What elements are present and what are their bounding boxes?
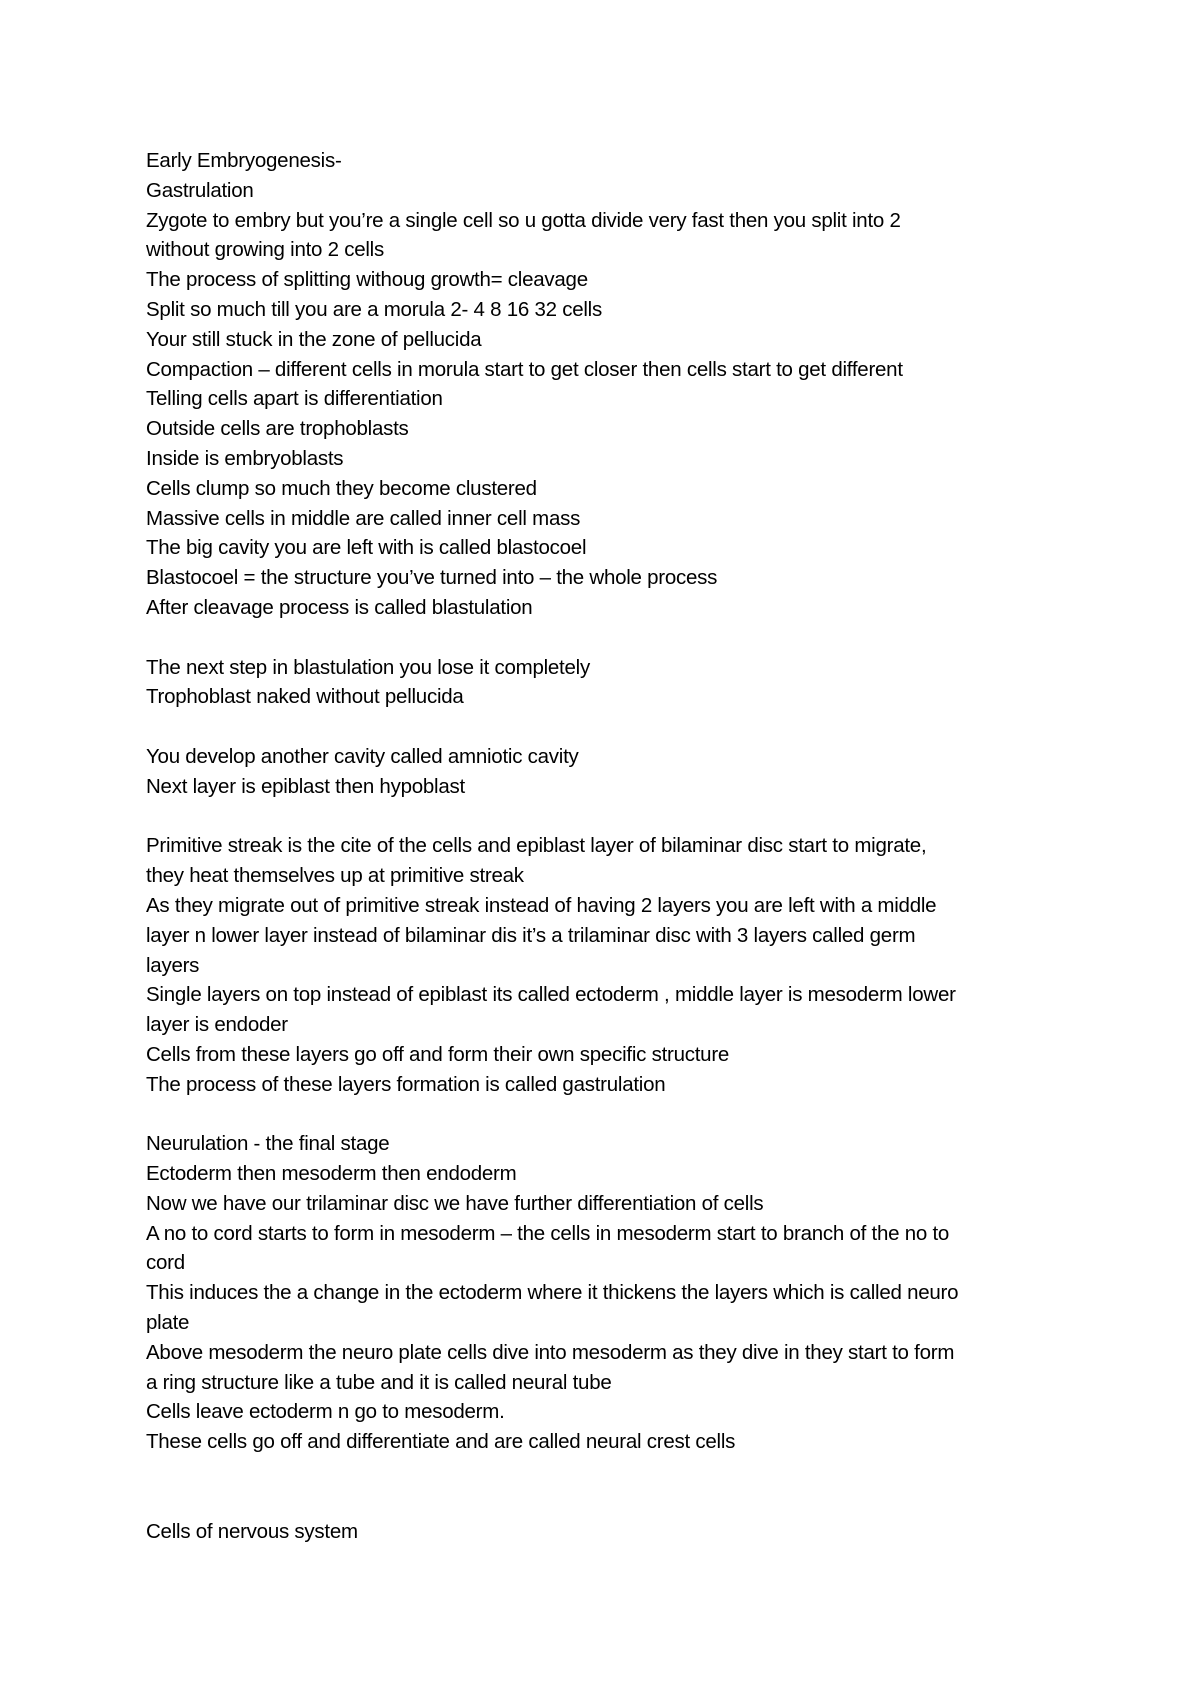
doc-line: As they migrate out of primitive streak instead of having 2 layers you are left with a middle xyxy=(146,893,937,917)
doc-line: layer is endoder xyxy=(146,1013,288,1037)
doc-line: Cells from these layers go off and form their own specific structure xyxy=(146,1042,730,1066)
doc-line: Early Embryogenesis- xyxy=(146,149,342,172)
doc-line: Single layers on top instead of epiblast its called ectoderm , middle layer is mesoderm lower xyxy=(146,983,956,1007)
doc-line: The process of these layers formation is called gastrulation xyxy=(146,1072,666,1096)
doc-line: Split so much till you are a morula 2- 4 8 16 32 cells xyxy=(146,297,602,321)
doc-line: Now we have our trilaminar disc we have further differentiation of cells xyxy=(146,1191,764,1215)
blank-line xyxy=(146,623,1066,653)
doc-line: Ectoderm then mesoderm then endoderm xyxy=(146,1162,517,1186)
doc-line: Compaction – different cells in morula start to get closer then cells start to get different xyxy=(146,357,903,381)
doc-line: plate xyxy=(146,1311,190,1335)
doc-line: Massive cells in middle are called inner cell mass xyxy=(146,506,581,530)
doc-line: A no to cord starts to form in mesoderm – the cells in mesoderm start to branch of the no to xyxy=(146,1221,950,1245)
doc-line: Cells clump so much they become clustered xyxy=(146,476,537,500)
doc-line: Primitive streak is the cite of the cells and epiblast layer of bilaminar disc start to migrate, xyxy=(146,834,927,858)
document-body xyxy=(146,146,1066,1546)
doc-line: Telling cells apart is differentiation xyxy=(146,387,443,411)
doc-line: layer n lower layer instead of bilaminar dis it’s a trilaminar disc with 3 layers called germ xyxy=(146,923,916,947)
doc-line: These cells go off and differentiate and are called neural crest cells xyxy=(146,1430,736,1454)
doc-line: Inside is embryoblasts xyxy=(146,446,344,470)
doc-line: Cells leave ectoderm n go to mesoderm. xyxy=(146,1400,505,1424)
doc-line: Blastocoel = the structure you’ve turned into – the whole process xyxy=(146,566,718,590)
doc-line: Neurulation - the final stage xyxy=(146,1132,390,1156)
doc-line: cord xyxy=(146,1251,185,1275)
doc-line: You develop another cavity called amniotic cavity xyxy=(146,744,579,768)
blank-line xyxy=(146,802,1066,832)
doc-line: Next layer is epiblast then hypoblast xyxy=(146,774,465,798)
doc-line: Outside cells are trophoblasts xyxy=(146,417,409,441)
doc-line: Zygote to embry but you’re a single cell so u gotta divide very fast then you split into 2 xyxy=(146,208,901,232)
doc-line: After cleavage process is called blastulation xyxy=(146,595,533,619)
doc-line: The process of splitting withoug growth= cleavage xyxy=(146,268,588,292)
doc-line: a ring structure like a tube and it is called neural tube xyxy=(146,1370,612,1394)
doc-line: without growing into 2 cells xyxy=(146,238,384,262)
blank-line xyxy=(146,712,1066,742)
doc-line: Trophoblast naked without pellucida xyxy=(146,685,464,709)
doc-line: This induces the a change in the ectoderm where it thickens the layers which is called neuro xyxy=(146,1281,959,1305)
doc-line: Cells of nervous system xyxy=(146,1519,358,1543)
doc-line: Gastrulation xyxy=(146,178,254,202)
doc-line: Your still stuck in the zone of pellucida xyxy=(146,327,482,351)
doc-line: Above mesoderm the neuro plate cells dive into mesoderm as they dive in they start to form xyxy=(146,1340,955,1364)
blank-line xyxy=(146,1100,1066,1130)
doc-line: they heat themselves up at primitive streak xyxy=(146,864,524,888)
doc-line: The big cavity you are left with is called blastocoel xyxy=(146,536,587,560)
doc-line: layers xyxy=(146,953,200,977)
blank-line xyxy=(146,1457,1066,1517)
doc-line: The next step in blastulation you lose it completely xyxy=(146,655,590,679)
